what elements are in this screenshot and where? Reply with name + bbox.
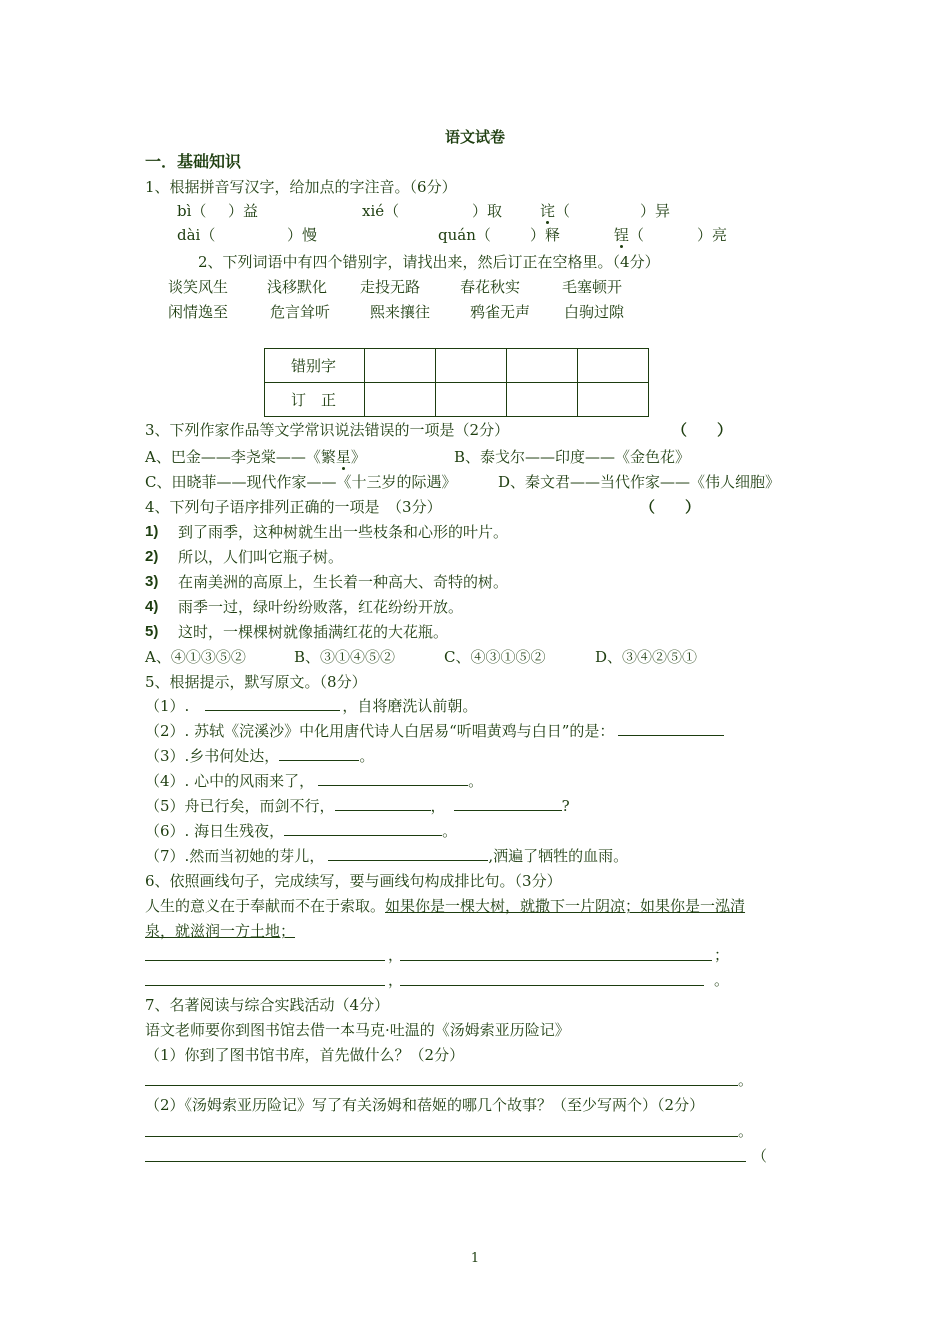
answer-blank[interactable] (454, 796, 562, 811)
q2-word: 熙来攘往 (370, 303, 431, 321)
answer-line[interactable] (145, 985, 385, 986)
q7-sub-1: （1）你到了图书馆书库，首先做什么？（2分） (145, 1046, 465, 1064)
q1-close-2: ）取 (472, 202, 503, 220)
q2-word: 白驹过隙 (564, 303, 625, 321)
q4-option-c: C、④③①⑤② (444, 648, 546, 666)
answer-blank[interactable] (335, 796, 431, 811)
q1-stem: 1、根据拼音写汉字，给加点的字注音。（6分） (145, 178, 457, 196)
q6-punct: ； (714, 946, 730, 964)
q1-close-3: ）异 (640, 202, 671, 220)
q4-item-num: 1) (145, 523, 159, 540)
q2-word: 春花秋实 (460, 278, 521, 296)
answer-blank[interactable] (279, 746, 359, 761)
answer-line[interactable] (145, 1161, 746, 1162)
table-cell[interactable] (578, 383, 649, 417)
q2-word: 鸦雀无声 (470, 303, 531, 321)
answer-blank[interactable] (618, 721, 724, 736)
answer-blank[interactable] (205, 696, 340, 711)
q4-item-text: 到了雨季，这种树就生出一些枝条和心形的叶片。 (178, 523, 509, 541)
q1-pinyin-4: dài（ (177, 226, 216, 244)
table-cell[interactable] (365, 349, 436, 383)
q1-char-3: 诧（ (540, 202, 571, 220)
q4-item-num: 3) (145, 573, 159, 590)
q7-punct: （ (752, 1147, 768, 1165)
q7-intro: 语文老师要你到图书馆去借一本马克·吐温的《汤姆索亚历险记》 (145, 1021, 570, 1039)
q3-option-c: C、田晓菲——现代作家——《十三岁的际遇》 (145, 473, 457, 491)
q5-line-7: （7）.然而当初她的芽儿， ,洒遍了牺牲的血雨。 (145, 847, 629, 865)
answer-blank[interactable] (284, 821, 442, 836)
q1-close-1: ）益 (228, 202, 259, 220)
table-cell[interactable] (507, 349, 578, 383)
table-cell[interactable] (507, 383, 578, 417)
q4-option-a: A、④①③⑤② (145, 648, 246, 666)
table-cell[interactable] (365, 383, 436, 417)
q5-line-4: （4）. 心中的风雨来了， 。 (145, 772, 484, 790)
q6-text: 人生的意义在于奉献而不在于索取。如果你是一棵大树，就撒下一片阴凉；如果你是一泓清 (145, 897, 746, 915)
q2-word: 走投无路 (360, 278, 421, 296)
q7-punct: 。 (738, 1122, 754, 1140)
q1-pinyin-2: xié（ (362, 202, 400, 220)
q7-sub-2: （2）《汤姆索亚历险记》写了有关汤姆和蓓姬的哪几个故事？（至少写两个）（2分） (145, 1096, 705, 1114)
q5-line-5: （5）舟已行矣，而剑不行， ， ? (145, 797, 570, 815)
table-cell[interactable] (436, 383, 507, 417)
q7-punct: 。 (738, 1071, 754, 1089)
table-header-wrong: 错别字 (265, 349, 365, 383)
answer-line[interactable] (145, 960, 385, 961)
q4-item-text: 所以，人们叫它瓶子树。 (178, 548, 344, 566)
page-number: 1 (470, 1251, 480, 1266)
q6-punct: ， (388, 946, 404, 964)
answer-line[interactable] (400, 985, 704, 986)
q1-pinyin-5: quán（ (438, 226, 491, 244)
q1-pinyin-1: bì（ (177, 202, 207, 220)
q4-item-text: 在南美洲的高原上，生长着一种高大、奇特的树。 (178, 573, 509, 591)
q5-stem: 5、根据提示，默写原文。（8分） (145, 673, 367, 691)
table-header-correct: 订 正 (265, 383, 365, 417)
q2-word: 危言耸听 (270, 303, 331, 321)
q4-item-text: 这时，一棵棵树就像插满红花的大花瓶。 (178, 623, 449, 641)
q1-close-4: ）慢 (287, 226, 318, 244)
q4-option-d: D、③④②⑤① (595, 648, 698, 666)
q4-stem: 4、下列句子语序排列正确的一项是 （3分） (145, 498, 442, 516)
q6-punct: 。 (714, 971, 730, 989)
answer-blank[interactable] (328, 846, 488, 861)
q4-option-b: B、③①④⑤② (294, 648, 396, 666)
q3-option-b: B、泰戈尔——印度——《金色花》 (454, 448, 691, 466)
q4-item-num: 2) (145, 548, 159, 565)
q2-word: 浅移默化 (267, 278, 328, 296)
q3-option-d: D、秦文君——当代作家——《伟人细胞》 (498, 473, 781, 491)
q3-answer-paren: （ ） (672, 421, 733, 439)
table-cell[interactable] (578, 349, 649, 383)
q4-answer-paren: （ ） (640, 498, 701, 516)
q5-line-1: （1）. ，自将磨洗认前朝。 (145, 697, 478, 715)
q3-stem: 3、下列作家作品等文学常识说法错误的一项是（2分） (145, 421, 510, 439)
q2-word: 谈笑风生 (168, 278, 229, 296)
q1-char-6: 锃（ (614, 226, 645, 244)
q5-line-2: （2）. 苏轼《浣溪沙》中化用唐代诗人白居易“听唱黄鸡与白日”的是： (145, 721, 724, 741)
page-title: 语文试卷 (444, 128, 505, 146)
q3-option-a: A、巴金——李尧棠——《繁星》 (145, 448, 366, 466)
answer-line[interactable] (400, 960, 712, 961)
q6-punct: ， (388, 971, 404, 989)
q4-item-num: 4) (145, 598, 159, 615)
correction-table (264, 348, 649, 417)
answer-line[interactable] (145, 1136, 738, 1137)
answer-blank[interactable] (318, 771, 468, 786)
q5-line-6: （6）. 海日生残夜， 。 (145, 822, 458, 840)
section-heading: 一．基础知识 (145, 152, 242, 171)
q2-stem: 2、下列词语中有四个错别字，请找出来，然后订正在空格里。（4分） (198, 253, 660, 271)
table-cell[interactable] (436, 349, 507, 383)
q1-close-6: ）亮 (697, 226, 728, 244)
q2-word: 闲情逸至 (168, 303, 229, 321)
q6-text-underlined: 泉，就滋润一方土地； (145, 922, 296, 940)
q2-word: 毛塞顿开 (562, 278, 623, 296)
q4-item-text: 雨季一过，绿叶纷纷败落，红花纷纷开放。 (178, 598, 464, 616)
q6-stem: 6、依照画线句子，完成续写，要与画线句构成排比句。（3分） (145, 872, 562, 890)
q5-line-3: （3）.乡书何处达， 。 (145, 747, 375, 765)
q1-close-5: ）释 (530, 226, 561, 244)
q7-stem: 7、名著阅读与综合实践活动（4分） (145, 996, 390, 1014)
q4-item-num: 5) (145, 623, 159, 640)
answer-line[interactable] (145, 1085, 738, 1086)
